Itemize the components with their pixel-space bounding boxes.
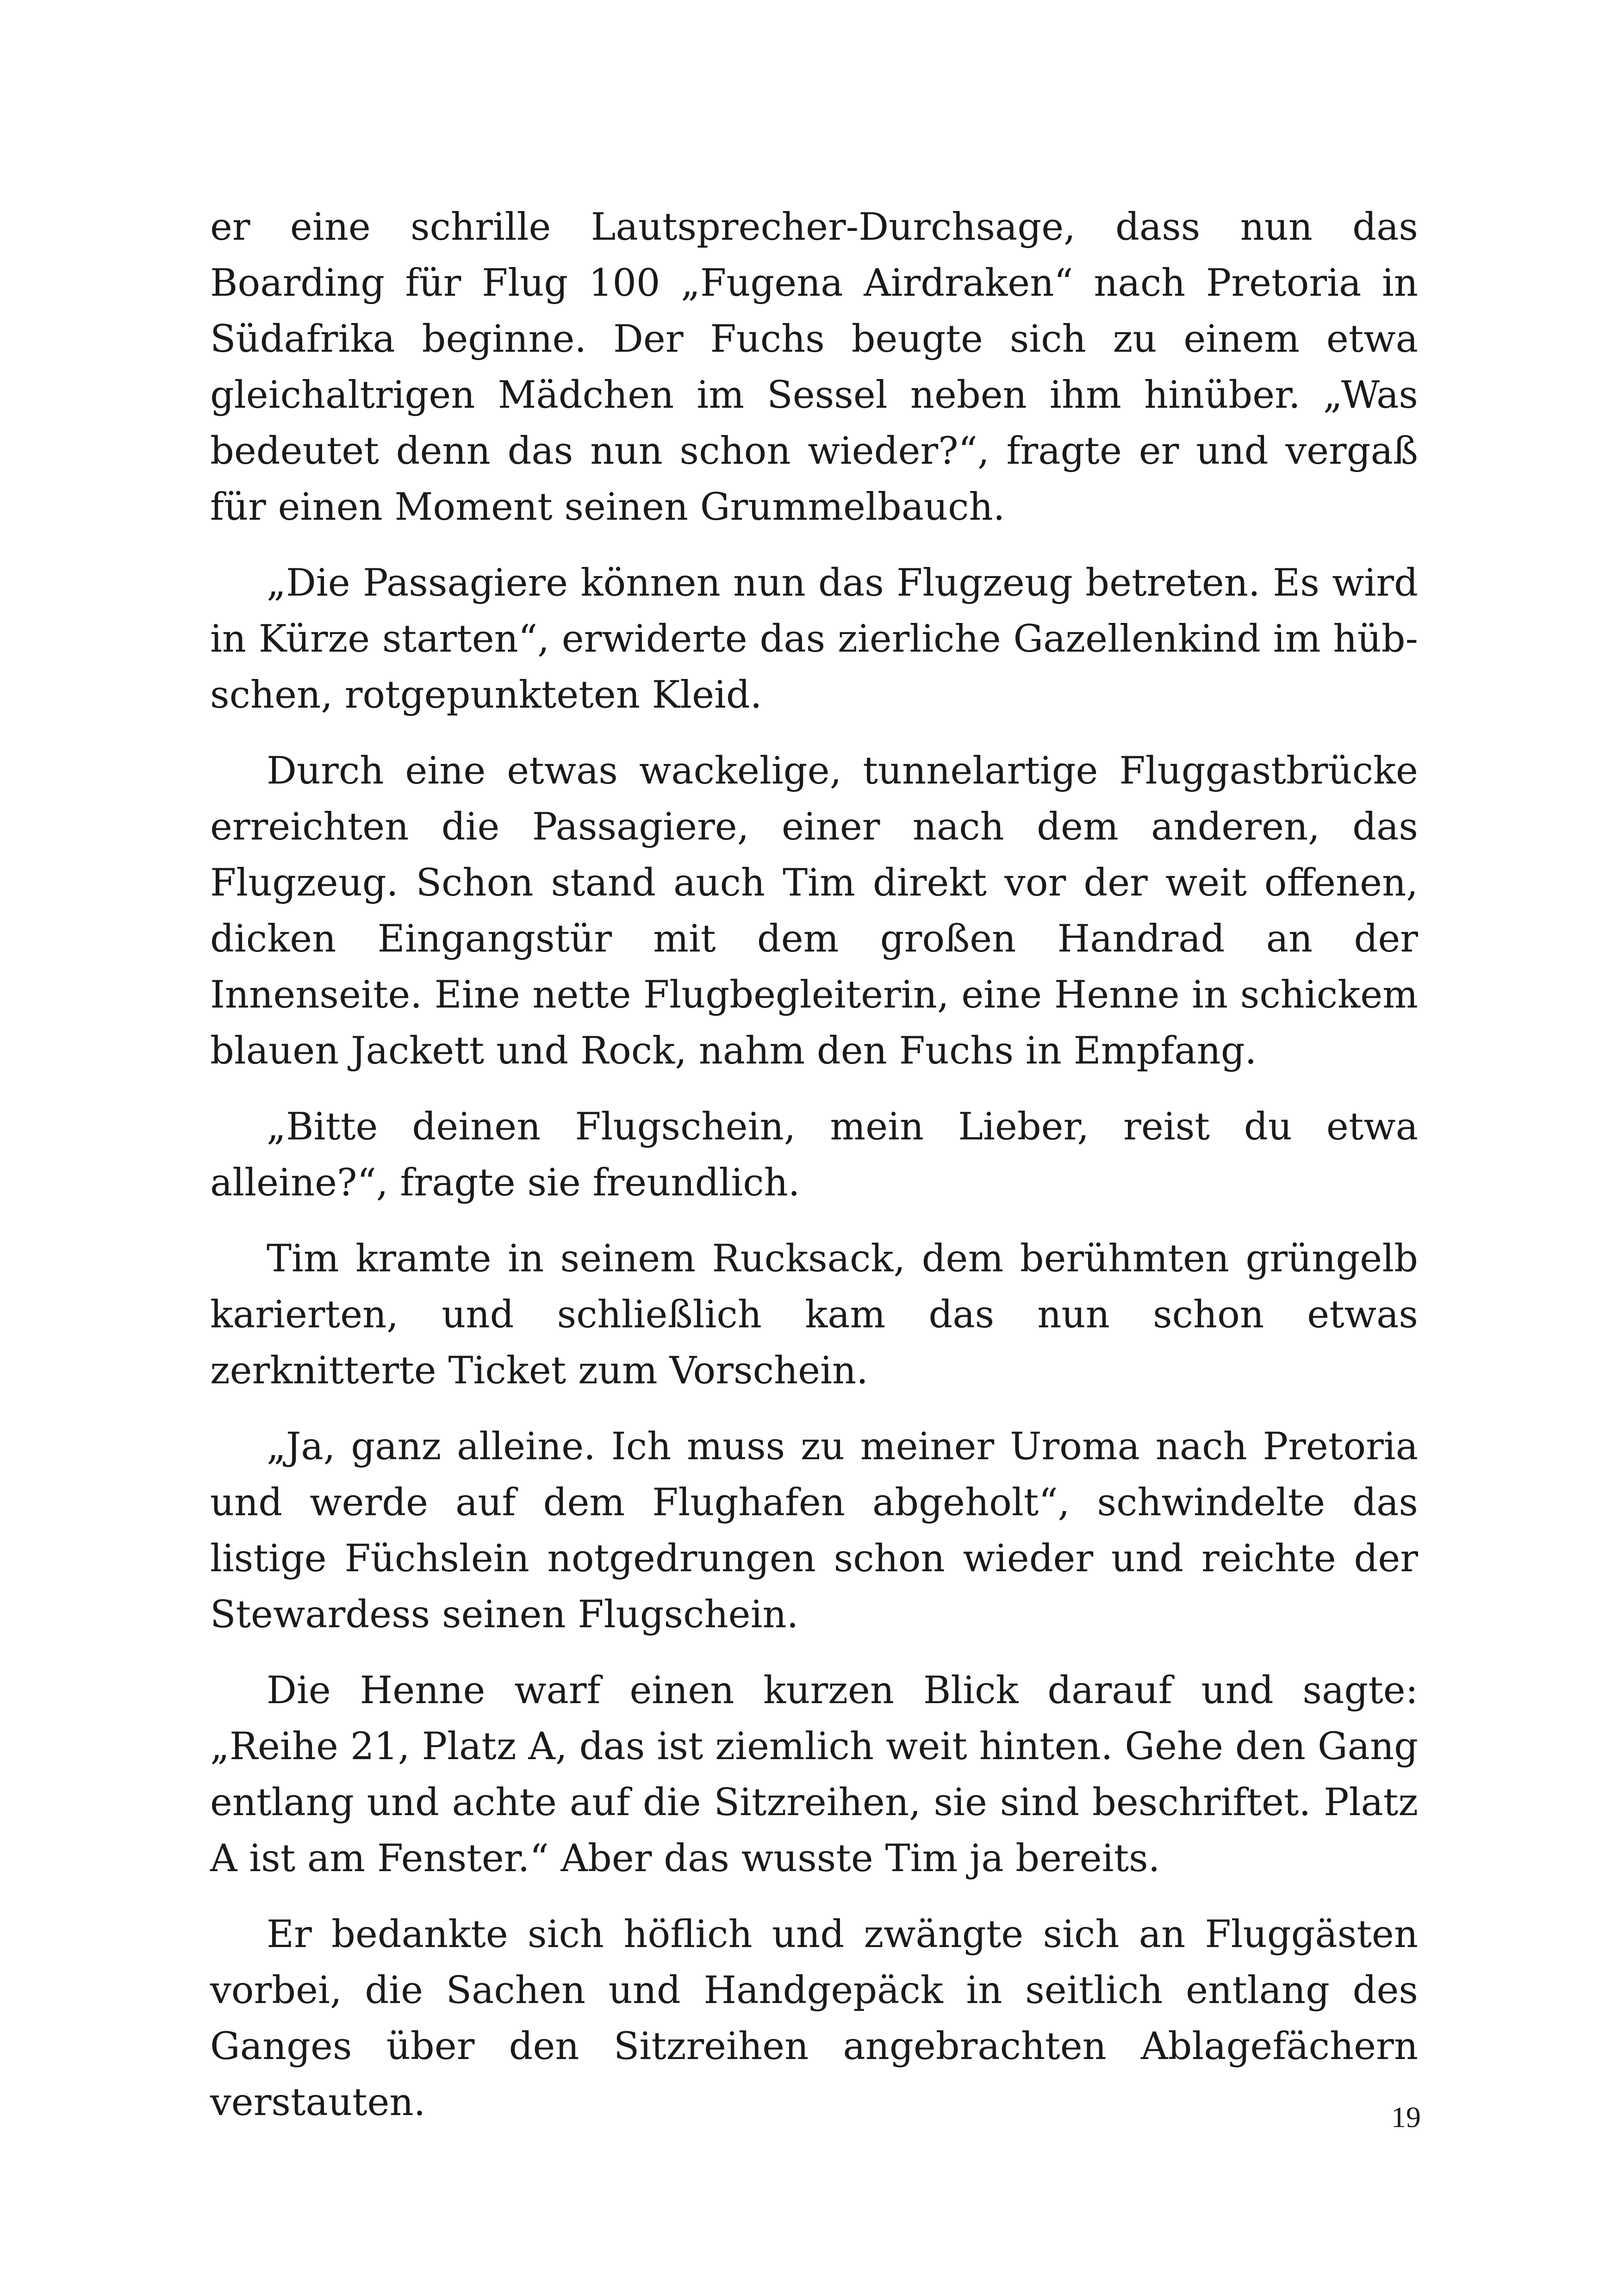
paragraph-5: Tim kramte in seinem Rucksack, dem berühmten grüngelb karierten, und schließlich kam das nun schon etwas zerknitterte Ticket zum Vorschein. bbox=[210, 1237, 1418, 1393]
body-text bbox=[210, 199, 1418, 2151]
paragraph-7: Die Henne warf einen kurzen Blick darauf und sagte: „Reihe 21, Platz A, das ist ziemlich weit hinten. Gehe den Gang entlang und achte auf die Sitzreihen, sie sind beschriftet. Platz A ist am Fenster.“ Aber das wusste Tim ja bereits. bbox=[210, 1669, 1418, 1880]
paragraph-2: „Die Passagiere können nun das Flugzeug betreten. Es wird in Kürze starten“, erwiderte das zierliche Gazellenkind im hübschen, rotgepunkteten Kleid. bbox=[210, 561, 1418, 717]
paragraph-3: Durch eine etwas wackelige, tunnelartige Fluggastbrücke erreichten die Passagiere, einer nach dem anderen, das Flugzeug. Schon stand auch Tim direkt vor der weit offenen, dicken Eingangstür mit dem großen Handrad an der Innenseite. Eine nette Flugbegleiterin, eine Henne in schickem blauen Jackett und Rock, nahm den Fuchs in Empfang. bbox=[210, 749, 1418, 1073]
paragraph-1: er eine schrille Lautsprecher-Durchsage, dass nun das Boarding für Flug 100 „Fugena Airdraken“ nach Pretoria in Südafrika beginne. Der Fuchs beugte sich zu einem etwa gleichaltrigen Mädchen im Sessel neben ihm hinüber. „Was bedeutet denn das nun schon wieder?“, fragte er und vergaß für einen Moment seinen Grummelbauch. bbox=[210, 205, 1418, 529]
paragraph-8: Er bedankte sich höflich und zwängte sich an Fluggästen vorbei, die Sachen und Handgepäck in seitlich entlang des Ganges über den Sitzreihen angebrachten Ablagefächern verstauten. bbox=[210, 1913, 1418, 2124]
paragraph-4: „Bitte deinen Flugschein, mein Lieber, reist du etwa alleine?“, fragte sie freundlich. bbox=[210, 1105, 1418, 1205]
page-number: 19 bbox=[1391, 2101, 1421, 2134]
paragraph-6: „Ja, ganz alleine. Ich muss zu meiner Uroma nach Pretoria und werde auf dem Flughafen abgeholt“, schwindelte das listige Füchslein notgedrungen schon wieder und reichte der Stewardess seinen Flugschein. bbox=[210, 1425, 1418, 1636]
